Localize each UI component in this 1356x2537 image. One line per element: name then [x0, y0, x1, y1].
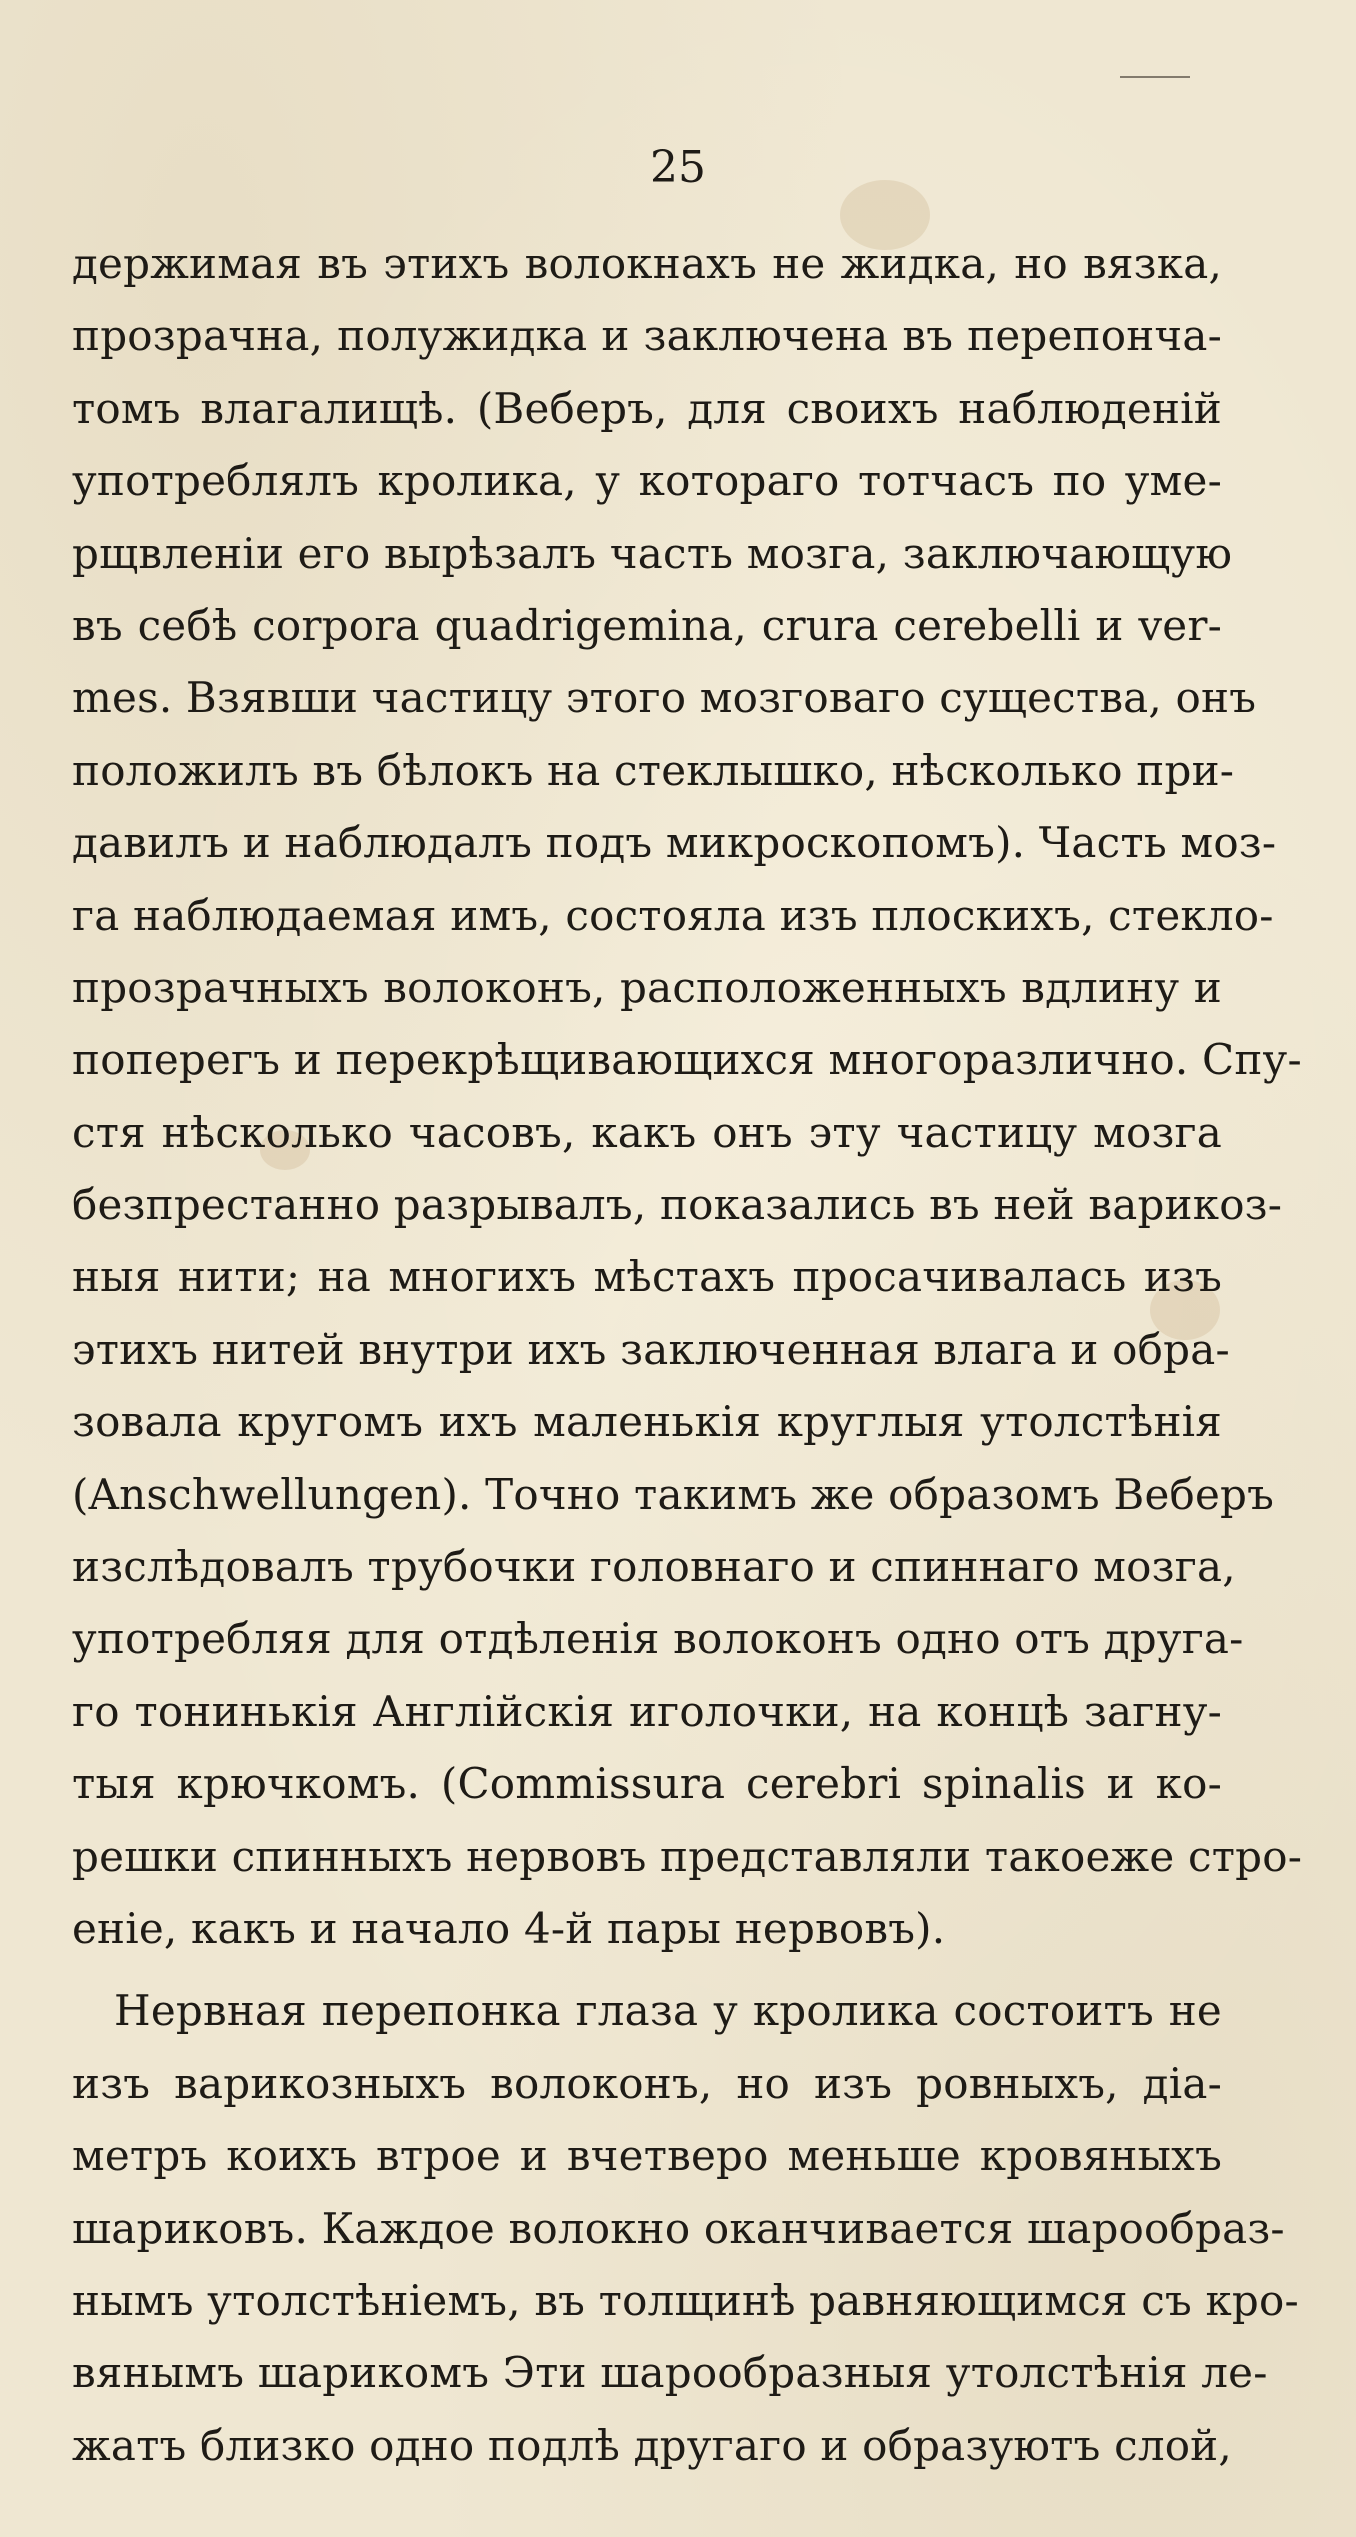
text-line: поперегъ и перекрѣщивающихся многоразлично. Спу-	[72, 1035, 1302, 1085]
text-line: рщвленіи его вырѣзалъ часть мозга, заключающую	[72, 528, 1233, 578]
text-line: Нервная перепонка глаза у кролика состоитъ не	[114, 1986, 1222, 2036]
text-line: шариковъ. Каждое волокно оканчивается шарообраз-	[72, 2203, 1285, 2253]
text-line: метръ коихъ втрое и вчетверо меньше кровяныхъ	[72, 2131, 1222, 2181]
text-line: томъ влагалищѣ. (Веберъ, для своихъ наблюденій	[72, 383, 1222, 433]
margin-mark	[1120, 76, 1190, 78]
text-line: mes. Взявши частицу этого мозговаго существа, онъ	[72, 673, 1257, 723]
text-line: стя нѣсколько часовъ, какъ онъ эту частицу мозга	[72, 1107, 1222, 1157]
text-line: прозрачныхъ волоконъ, расположенныхъ вдлину и	[72, 962, 1222, 1012]
paragraph-2	[72, 1975, 1299, 2482]
paragraph-1	[72, 228, 1303, 1965]
text-line: ныя нити; на многихъ мѣстахъ просачивалась изъ	[72, 1252, 1222, 1302]
text-line: безпрестанно разрывалъ, показались въ ней варикоз-	[72, 1180, 1283, 1230]
text-line: давилъ и наблюдалъ подъ микроскопомъ). Часть моз-	[72, 818, 1277, 868]
text-line: тыя крючкомъ. (Commissura cerebri spinalis и ко-	[72, 1759, 1222, 1809]
body-text	[72, 228, 1303, 2482]
text-line: въ себѣ corpora quadrigemina, crura cerebelli и ver-	[72, 600, 1222, 650]
text-line: изслѣдовалъ трубочки головнаго и спиннаго мозга,	[72, 1542, 1236, 1592]
text-line: га наблюдаемая имъ, состояла изъ плоскихъ, стекло-	[72, 890, 1274, 940]
page-number: 25	[650, 142, 706, 193]
paragraph-gap	[72, 1965, 1222, 1975]
text-line: (Anschwellungen). Точно такимъ же образомъ Веберъ	[72, 1469, 1275, 1519]
text-line: жатъ близко одно подлѣ другаго и образуютъ слой,	[72, 2420, 1232, 2470]
text-line: зовала кругомъ ихъ маленькія круглыя утолстѣнія	[72, 1397, 1222, 1447]
text-line: положилъ въ бѣлокъ на стеклышко, нѣсколько при-	[72, 745, 1235, 795]
text-line: прозрачна, полужидка и заключена въ перепонча-	[72, 311, 1222, 361]
text-line: этихъ нитей внутри ихъ заключенная влага и обра-	[72, 1324, 1230, 1374]
text-line: еніе, какъ и начало 4-й пары нервовъ).	[72, 1903, 946, 1953]
text-line: вянымъ шарикомъ Эти шарообразныя утолстѣнія ле-	[72, 2348, 1268, 2398]
text-line: нымъ утолстѣніемъ, въ толщинѣ равняющимся съ кро-	[72, 2275, 1299, 2325]
text-line: изъ варикозныхъ волоконъ, но изъ ровныхъ, діа-	[72, 2058, 1222, 2108]
text-line: го тонинькія Англійскія иголочки, на концѣ загну-	[72, 1686, 1222, 1736]
text-line: употреблялъ кролика, у котораго тотчасъ по уме-	[72, 456, 1222, 506]
text-line: решки спинныхъ нервовъ представляли такоеже стро-	[72, 1831, 1303, 1881]
text-line: держимая въ этихъ волокнахъ не жидка, но вязка,	[72, 239, 1222, 288]
text-line: употребляя для отдѣленія волоконъ одно отъ друга-	[72, 1614, 1244, 1664]
